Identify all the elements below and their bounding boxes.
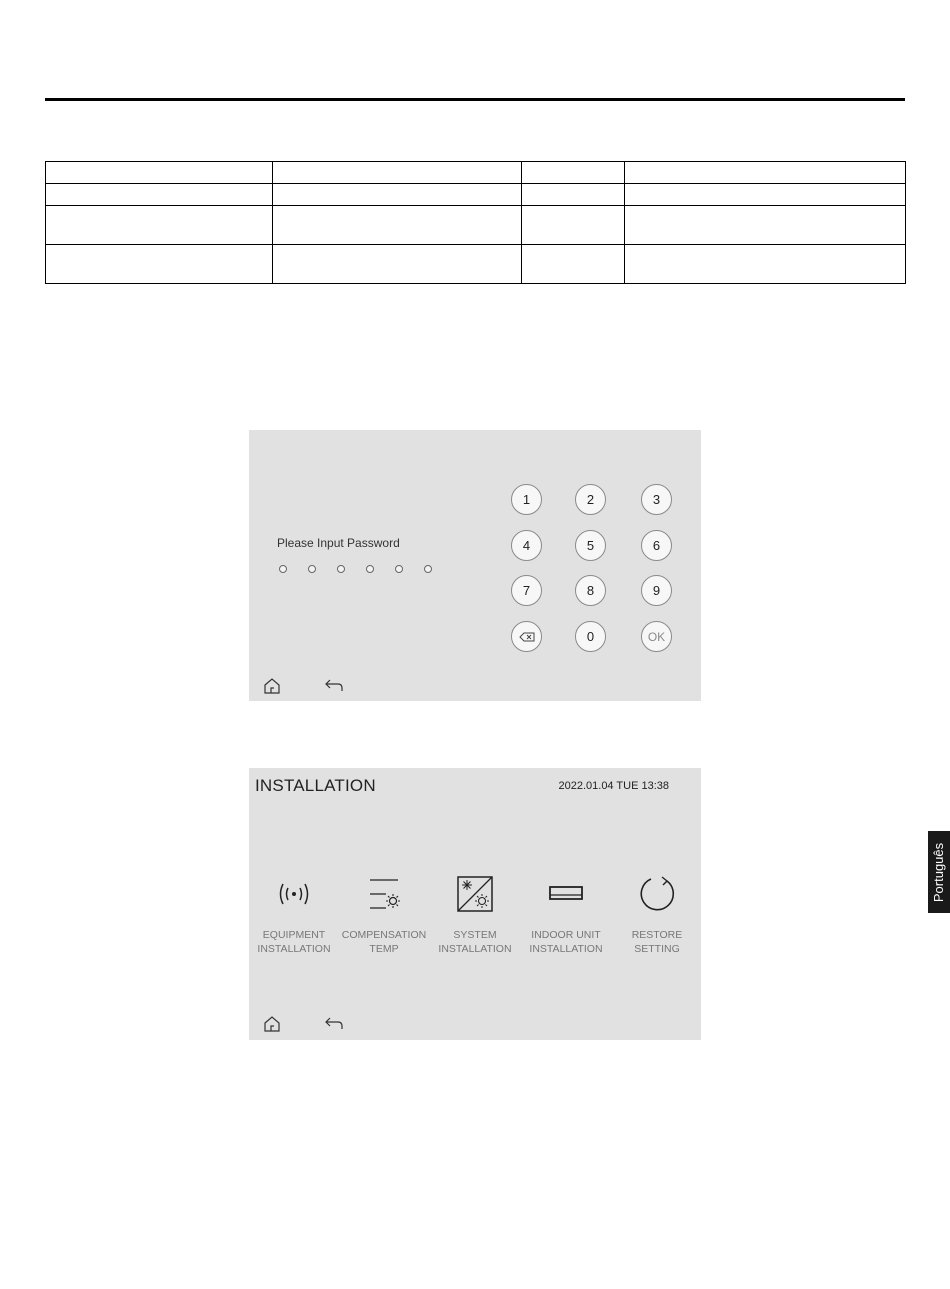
indoor-unit-icon xyxy=(546,874,586,914)
table-cell xyxy=(273,184,522,206)
table-cell xyxy=(625,245,906,284)
password-dot xyxy=(366,565,374,573)
key-6[interactable]: 6 xyxy=(641,530,672,561)
key-4[interactable]: 4 xyxy=(511,530,542,561)
delete-key[interactable] xyxy=(511,621,542,652)
table-cell xyxy=(273,162,522,184)
table-row xyxy=(46,162,906,184)
password-dot xyxy=(395,565,403,573)
table-row xyxy=(46,184,906,206)
password-dot xyxy=(424,565,432,573)
table-cell xyxy=(46,184,273,206)
password-dot xyxy=(308,565,316,573)
installation-screen xyxy=(249,768,701,1040)
temp-compensation-icon xyxy=(364,874,404,914)
header-rule xyxy=(45,98,905,101)
table-cell xyxy=(273,206,522,245)
key-7[interactable]: 7 xyxy=(511,575,542,606)
table-cell xyxy=(522,245,625,284)
tile-label: INDOOR UNIT INSTALLATION xyxy=(529,929,603,955)
spec-table xyxy=(45,161,906,284)
language-tab-label: Português xyxy=(931,842,947,902)
table-cell xyxy=(46,162,273,184)
home-icon[interactable] xyxy=(262,1014,282,1034)
page-title: INSTALLATION xyxy=(255,776,376,795)
password-dot xyxy=(279,565,287,573)
table-cell xyxy=(522,206,625,245)
table-cell xyxy=(46,245,273,284)
restore-icon xyxy=(637,874,677,914)
wireless-signal-icon xyxy=(274,874,314,914)
key-0[interactable]: 0 xyxy=(575,621,606,652)
table-cell xyxy=(625,162,906,184)
tile-label: EQUIPMENT INSTALLATION xyxy=(257,929,331,955)
cool-heat-system-icon xyxy=(455,874,495,914)
key-9[interactable]: 9 xyxy=(641,575,672,606)
home-icon[interactable] xyxy=(262,676,282,696)
tile-label: RESTORE SETTING xyxy=(631,929,683,955)
datetime: 2022.01.04 TUE 13:38 xyxy=(558,780,669,792)
key-8[interactable]: 8 xyxy=(575,575,606,606)
backspace-icon xyxy=(519,632,535,642)
tile-equipment-installation[interactable] xyxy=(249,874,339,956)
key-1[interactable]: 1 xyxy=(511,484,542,515)
table-row xyxy=(46,206,906,245)
table-cell xyxy=(522,184,625,206)
language-tab xyxy=(928,831,950,913)
password-dot xyxy=(337,565,345,573)
tile-system-installation[interactable] xyxy=(430,874,520,956)
key-2[interactable]: 2 xyxy=(575,484,606,515)
tile-label: SYSTEM INSTALLATION xyxy=(438,929,512,955)
password-dots xyxy=(279,565,432,573)
tile-compensation-temp[interactable] xyxy=(339,874,429,956)
ok-key[interactable]: OK xyxy=(641,621,672,652)
password-screen xyxy=(249,430,701,701)
back-arrow-icon[interactable] xyxy=(324,1014,344,1034)
key-5[interactable]: 5 xyxy=(575,530,606,561)
tile-indoor-unit-installation[interactable] xyxy=(521,874,611,956)
key-3[interactable]: 3 xyxy=(641,484,672,515)
table-cell xyxy=(46,206,273,245)
tile-label: COMPENSATION TEMP xyxy=(341,929,427,955)
table-row xyxy=(46,245,906,284)
table-cell xyxy=(625,184,906,206)
back-arrow-icon[interactable] xyxy=(324,676,344,696)
table-cell xyxy=(273,245,522,284)
table-cell xyxy=(625,206,906,245)
password-prompt: Please Input Password xyxy=(277,536,400,550)
table-cell xyxy=(522,162,625,184)
tile-restore-setting[interactable] xyxy=(612,874,702,956)
